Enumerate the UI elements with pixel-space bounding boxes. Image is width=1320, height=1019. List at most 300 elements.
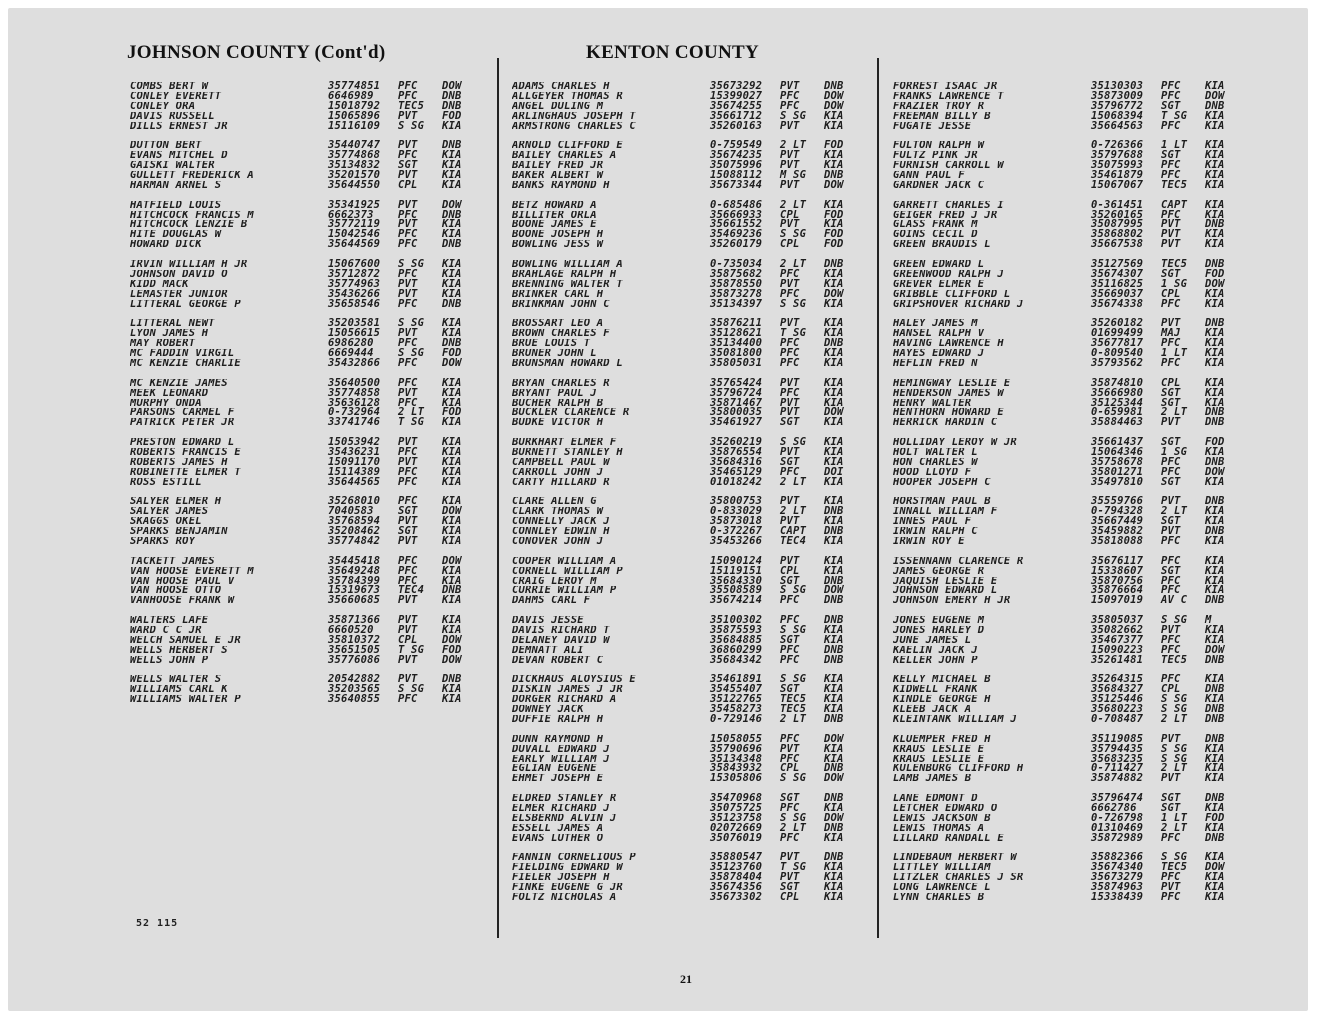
- roster-row: [512, 574, 860, 587]
- soldier-name: GANN PAUL F: [893, 171, 965, 181]
- serial-number: 15399027: [710, 89, 763, 102]
- serial-number: 35873278: [710, 287, 763, 300]
- roster-row: [130, 517, 478, 527]
- status-code: FOD: [824, 228, 844, 241]
- status-code: KIA: [824, 327, 844, 340]
- status-code: KIA: [442, 574, 462, 587]
- roster-row: [893, 141, 1241, 151]
- soldier-name: VAN HOOSE OTTO: [130, 586, 222, 597]
- status-code: DNB: [1205, 258, 1225, 271]
- roster-row: [512, 82, 860, 92]
- serial-number: 35082662: [1091, 623, 1144, 636]
- serial-number: 15064346: [1091, 445, 1144, 458]
- status-code: KIA: [1205, 169, 1225, 182]
- rank: S SG: [1161, 693, 1188, 706]
- soldier-name: ISSENNANN CLARENCE R: [893, 556, 1024, 567]
- soldier-name: HEFLIN FRED N: [893, 358, 978, 369]
- soldier-name: GLASS FRANK M: [893, 220, 978, 231]
- roster-row: [130, 497, 478, 507]
- soldier-name: BOONE JAMES E: [512, 220, 597, 231]
- status-code: DNB: [1205, 495, 1225, 508]
- serial-number: 35661437: [1091, 436, 1144, 449]
- serial-number: 35075993: [1091, 159, 1144, 172]
- status-code: KIA: [824, 693, 844, 706]
- roster-group: [512, 141, 860, 190]
- roster-row: [893, 240, 1241, 250]
- status-code: DNB: [1205, 713, 1225, 725]
- serial-number: 35116825: [1091, 277, 1144, 290]
- roster-row: [512, 198, 860, 211]
- soldier-name: HANSEL RALPH V: [893, 329, 985, 340]
- serial-number: 35677817: [1091, 337, 1144, 350]
- serial-number: 35878404: [710, 871, 763, 884]
- roster-row: [512, 497, 860, 507]
- roster-row: [512, 596, 860, 606]
- rank: PFC: [398, 554, 418, 567]
- roster-row: [893, 873, 1241, 883]
- soldier-name: KIDD MACK: [130, 279, 189, 290]
- roster-row: [512, 821, 860, 834]
- status-code: KIA: [824, 564, 844, 577]
- status-code: KIA: [1205, 752, 1225, 765]
- roster-group: [893, 794, 1241, 843]
- soldier-name: GAISKI WALTER: [130, 161, 215, 172]
- soldier-name: FIELER JOSEPH H: [512, 873, 610, 884]
- soldier-name: WALTERS LAFE: [130, 616, 209, 626]
- roster-group: [893, 260, 1241, 309]
- roster-row: [893, 339, 1241, 349]
- soldier-name: BURKHART ELMER F: [512, 438, 617, 448]
- soldier-name: CAMPBELL PAUL W: [512, 457, 610, 468]
- serial-number: 35455407: [710, 683, 763, 696]
- soldier-name: DICKHAUS ALOYSIUS E: [512, 675, 636, 686]
- rank: T SG: [1161, 109, 1188, 122]
- roster-row: [130, 119, 478, 132]
- status-code: DNB: [824, 80, 844, 92]
- serial-number: 35669037: [1091, 287, 1144, 300]
- rank: 1 SG: [1161, 445, 1188, 458]
- roster-row: [893, 804, 1241, 814]
- roster-group: [512, 376, 860, 429]
- rank: PVT: [780, 376, 800, 389]
- roster-row: [130, 109, 478, 122]
- status-code: KIA: [1205, 198, 1225, 211]
- status-code: KIA: [442, 465, 462, 478]
- serial-number: 35640500: [328, 376, 381, 389]
- serial-number: 35497810: [1091, 475, 1144, 488]
- serial-number: 35774851: [328, 80, 381, 92]
- roster-row: [512, 240, 860, 250]
- soldier-name: DUNN RAYMOND H: [512, 734, 604, 745]
- rank: SGT: [1161, 99, 1181, 112]
- serial-number: 35087995: [1091, 218, 1144, 231]
- roster-group: [130, 82, 478, 131]
- rank: PVT: [398, 534, 418, 547]
- serial-number: 0-759549: [710, 139, 763, 152]
- status-code: KIA: [1205, 238, 1225, 251]
- rank: SGT: [780, 683, 800, 696]
- roster-row: [130, 616, 478, 626]
- rank: TEC4: [398, 584, 425, 597]
- status-code: KIA: [824, 347, 844, 360]
- rank: PVT: [1161, 495, 1181, 508]
- soldier-name: PRESTON EDWARD L: [130, 438, 235, 448]
- serial-number: 35666980: [1091, 386, 1144, 399]
- serial-number: 35123758: [710, 811, 763, 824]
- rank: PFC: [780, 347, 800, 360]
- roster-group: [512, 82, 860, 131]
- status-code: DNB: [442, 99, 462, 112]
- rank: PVT: [1161, 238, 1181, 251]
- serial-number: 35436231: [328, 445, 381, 458]
- rank: S SG: [1161, 614, 1188, 627]
- rank: 1 LT: [1161, 811, 1188, 824]
- soldier-name: HEMINGWAY LESLIE E: [893, 378, 1011, 389]
- rank: PVT: [1161, 772, 1181, 785]
- roster-row: [893, 82, 1241, 92]
- soldier-name: ELDRED STANLEY R: [512, 794, 617, 805]
- roster-row: [512, 329, 860, 339]
- serial-number: 35674340: [1091, 861, 1144, 874]
- soldier-name: CONLEY EVERETT: [130, 91, 222, 102]
- roster-row: [130, 161, 478, 171]
- roster-row: [512, 883, 860, 893]
- roster-group: [512, 794, 860, 843]
- roster-row: [893, 821, 1241, 834]
- soldier-name: IRVIN WILLIAM H JR: [130, 260, 248, 270]
- status-code: KIA: [1205, 109, 1225, 122]
- serial-number: 35640855: [328, 693, 381, 706]
- roster-row: [512, 208, 860, 221]
- roster-row: [130, 564, 478, 577]
- soldier-name: WILLIAMS WALTER P: [130, 695, 241, 706]
- roster-row: [130, 623, 478, 636]
- roster-group: [893, 616, 1241, 665]
- status-code: KIA: [824, 891, 844, 904]
- roster-row: [893, 287, 1241, 300]
- serial-number: 35876664: [1091, 584, 1144, 597]
- roster-row: [512, 438, 860, 448]
- roster-group: [512, 675, 860, 724]
- roster-row: [893, 475, 1241, 488]
- roster-row: [512, 267, 860, 280]
- status-code: KIA: [1205, 208, 1225, 221]
- status-code: KIA: [1205, 584, 1225, 597]
- status-code: KIA: [1205, 119, 1225, 132]
- soldier-name: DISKIN JAMES J JR: [512, 685, 623, 696]
- roster-row: [130, 534, 478, 547]
- roster-column-3: [893, 82, 1241, 913]
- rank: PVT: [780, 554, 800, 567]
- roster-row: [512, 764, 860, 774]
- roster-row: [130, 356, 478, 369]
- roster-row: [130, 178, 478, 191]
- serial-number: 35666933: [710, 208, 763, 221]
- status-code: FOD: [1205, 436, 1225, 449]
- status-code: KIA: [824, 534, 844, 547]
- soldier-name: ELSBERND ALVIN J: [512, 813, 617, 824]
- status-code: FOD: [824, 208, 844, 221]
- status-code: DOW: [824, 287, 844, 300]
- serial-number: 35260179: [710, 238, 763, 251]
- serial-number: 35125446: [1091, 693, 1144, 706]
- rank: PVT: [1161, 881, 1181, 894]
- serial-number: 35875682: [710, 267, 763, 280]
- status-code: DNB: [824, 821, 844, 834]
- soldier-name: BUCKLER CLARENCE R: [512, 408, 630, 419]
- roster-row: [893, 455, 1241, 468]
- rank: SGT: [1161, 386, 1181, 399]
- rank: S SG: [398, 258, 425, 271]
- rank: PVT: [780, 495, 800, 508]
- rank: SGT: [1161, 792, 1181, 805]
- roster-column-1: [130, 82, 478, 715]
- roster-row: [893, 465, 1241, 478]
- soldier-name: FORREST ISAAC JR: [893, 82, 998, 92]
- soldier-name: GOINS CECIL D: [893, 230, 978, 241]
- rank: CPL: [398, 633, 418, 646]
- serial-number: 35876554: [710, 445, 763, 458]
- soldier-name: FREEMAN BILLY B: [893, 111, 991, 122]
- rank: PFC: [1161, 159, 1181, 172]
- roster-group: [130, 438, 478, 487]
- soldier-name: LITTERAL GEORGE P: [130, 299, 241, 310]
- rank: 2 LT: [1161, 713, 1188, 725]
- roster-row: [893, 534, 1241, 547]
- rank: TEC5: [1161, 258, 1188, 271]
- rank: PFC: [398, 149, 418, 162]
- roster-row: [512, 178, 860, 191]
- serial-number: 0-732964: [328, 406, 381, 419]
- rank: M SG: [780, 169, 807, 182]
- status-code: DNB: [824, 169, 844, 182]
- soldier-name: KRAUS LESLIE E: [893, 754, 985, 765]
- soldier-name: DUTTON BERT: [130, 141, 202, 152]
- roster-row: [130, 586, 478, 596]
- rank: TEC5: [780, 703, 807, 716]
- serial-number: 15091170: [328, 455, 381, 468]
- soldier-name: BUDKE VICTOR H: [512, 418, 604, 429]
- serial-number: 35784399: [328, 574, 381, 587]
- serial-number: 35081800: [710, 347, 763, 360]
- roster-row: [130, 465, 478, 478]
- roster-row: [893, 161, 1241, 171]
- status-code: KIA: [1205, 802, 1225, 815]
- soldier-name: TACKETT JAMES: [130, 556, 215, 567]
- rank: SGT: [780, 633, 800, 646]
- rank: PVT: [398, 139, 418, 152]
- roster-row: [512, 445, 860, 458]
- roster-group: [130, 554, 478, 607]
- serial-number: 35268010: [328, 495, 381, 508]
- rank: PFC: [780, 802, 800, 815]
- rank: CPL: [1161, 376, 1181, 389]
- soldier-name: ALLGEYER THOMAS R: [512, 91, 623, 102]
- serial-number: 35458273: [710, 703, 763, 716]
- roster-group: [893, 675, 1241, 724]
- status-code: DOW: [1205, 89, 1225, 102]
- roster-group: [512, 497, 860, 546]
- roster-row: [130, 267, 478, 280]
- rank: PVT: [398, 218, 418, 231]
- serial-number: 35667449: [1091, 515, 1144, 528]
- serial-number: 0-794328: [1091, 505, 1144, 518]
- roster-row: [512, 161, 860, 171]
- roster-row: [893, 633, 1241, 646]
- serial-number: 35793562: [1091, 356, 1144, 369]
- roster-row: [130, 633, 478, 646]
- rank: S SG: [1161, 851, 1188, 864]
- johnson-county-heading: JOHNSON COUNTY (Cont'd): [127, 42, 386, 63]
- serial-number: 35796772: [1091, 99, 1144, 112]
- serial-number: 15305806: [710, 772, 763, 785]
- rank: PVT: [1161, 732, 1181, 745]
- roster-row: [512, 774, 860, 784]
- rank: PFC: [398, 396, 418, 409]
- serial-number: 35470968: [710, 792, 763, 805]
- rank: PFC: [780, 614, 800, 627]
- serial-number: 35134400: [710, 337, 763, 350]
- rank: PFC: [1161, 455, 1181, 468]
- serial-number: 35644550: [328, 178, 381, 191]
- roster-row: [512, 695, 860, 705]
- roster-group: [512, 198, 860, 251]
- serial-number: 35673292: [710, 80, 763, 92]
- roster-row: [893, 616, 1241, 626]
- soldier-name: KULENBURG CLIFFORD H: [893, 764, 1024, 775]
- roster-row: [130, 230, 478, 240]
- rank: 2 LT: [780, 475, 807, 488]
- soldier-name: VAN HOOSE PAUL V: [130, 576, 235, 587]
- rank: S SG: [780, 623, 807, 636]
- serial-number: 15065896: [328, 109, 381, 122]
- soldier-name: HITE DOUGLAS W: [130, 230, 222, 241]
- soldier-name: BANKS RAYMOND H: [512, 180, 610, 191]
- status-code: KIA: [824, 277, 844, 290]
- rank: PVT: [1161, 525, 1181, 538]
- serial-number: 0-685486: [710, 198, 763, 211]
- serial-number: 35130303: [1091, 80, 1144, 92]
- rank: PVT: [780, 218, 800, 231]
- rank: PVT: [398, 673, 418, 686]
- soldier-name: SPARKS ROY: [130, 536, 196, 547]
- roster-row: [512, 220, 860, 230]
- status-code: DNB: [442, 89, 462, 102]
- soldier-name: GARRETT CHARLES I: [893, 200, 1004, 211]
- roster-row: [512, 564, 860, 577]
- rank: S SG: [1161, 742, 1188, 755]
- status-code: KIA: [824, 703, 844, 716]
- rank: PFC: [398, 376, 418, 389]
- soldier-name: BOWLING JESS W: [512, 240, 604, 251]
- status-code: KIA: [1205, 623, 1225, 636]
- status-code: KIA: [1205, 297, 1225, 310]
- status-code: DNB: [824, 258, 844, 271]
- soldier-name: WELLS WALTER S: [130, 675, 222, 686]
- soldier-name: FRAZIER TROY R: [893, 101, 985, 112]
- status-code: KIA: [824, 871, 844, 884]
- soldier-name: HOLLIDAY LEROY W JR: [893, 438, 1017, 448]
- soldier-name: ESSELL JAMES A: [512, 823, 604, 834]
- status-code: KIA: [824, 198, 844, 211]
- roster-row: [512, 623, 860, 636]
- rank: PVT: [398, 109, 418, 122]
- soldier-name: FUGATE JESSE: [893, 121, 972, 132]
- serial-number: 35871467: [710, 396, 763, 409]
- serial-number: 15067600: [328, 258, 381, 271]
- serial-number: 0-726798: [1091, 811, 1144, 824]
- rank: PVT: [780, 178, 800, 191]
- soldier-name: PARSONS CARMEL F: [130, 408, 235, 419]
- soldier-name: HOLT WALTER L: [893, 447, 978, 458]
- status-code: KIA: [1205, 515, 1225, 528]
- roster-row: [893, 794, 1241, 804]
- status-code: KIA: [1205, 821, 1225, 834]
- status-code: DOW: [442, 633, 462, 646]
- roster-row: [512, 151, 860, 161]
- soldier-name: BURNETT STANLEY H: [512, 447, 623, 458]
- roster-row: [893, 297, 1241, 310]
- rank: PVT: [780, 515, 800, 528]
- roster-group: [130, 141, 478, 190]
- roster-row: [893, 705, 1241, 715]
- soldier-name: DUFFIE RALPH H: [512, 715, 604, 725]
- status-code: KIA: [824, 633, 844, 646]
- status-code: KIA: [1205, 554, 1225, 567]
- soldier-name: BRYANT PAUL J: [512, 388, 597, 399]
- serial-number: 35644569: [328, 238, 381, 251]
- status-code: DNB: [824, 643, 844, 656]
- soldier-name: DAVIS RICHARD T: [512, 625, 610, 636]
- soldier-name: SALYER ELMER H: [130, 497, 222, 508]
- rank: SGT: [1161, 436, 1181, 449]
- roster-row: [512, 705, 860, 715]
- serial-number: 35874963: [1091, 881, 1144, 894]
- status-code: KIA: [1205, 445, 1225, 458]
- serial-number: 35673302: [710, 891, 763, 904]
- roster-row: [893, 198, 1241, 211]
- serial-number: 35774842: [328, 534, 381, 547]
- roster-row: [130, 475, 478, 488]
- roster-row: [130, 574, 478, 587]
- roster-row: [130, 141, 478, 151]
- status-code: DNB: [442, 673, 462, 686]
- roster-row: [893, 151, 1241, 161]
- serial-number: 0-711427: [1091, 762, 1144, 775]
- roster-row: [893, 564, 1241, 577]
- status-code: KIA: [1205, 851, 1225, 864]
- serial-number: 35800035: [710, 406, 763, 419]
- rank: PFC: [780, 337, 800, 350]
- serial-number: 35469236: [710, 228, 763, 241]
- serial-number: 7040583: [328, 505, 374, 518]
- serial-number: 35674235: [710, 149, 763, 162]
- roster-row: [130, 386, 478, 399]
- soldier-name: BRUNSMAN HOWARD L: [512, 358, 623, 369]
- soldier-name: CURRIE WILLIAM P: [512, 586, 617, 597]
- status-code: KIA: [442, 445, 462, 458]
- rank: PVT: [780, 277, 800, 290]
- soldier-name: DORGER RICHARD A: [512, 695, 617, 706]
- roster-row: [893, 408, 1241, 418]
- column-divider: [497, 58, 499, 938]
- status-code: KIA: [824, 554, 844, 567]
- soldier-name: HENRY WALTER: [893, 398, 972, 409]
- serial-number: 35461927: [710, 416, 763, 429]
- rank: PFC: [780, 356, 800, 369]
- rank: PVT: [780, 159, 800, 172]
- serial-number: 35874810: [1091, 376, 1144, 389]
